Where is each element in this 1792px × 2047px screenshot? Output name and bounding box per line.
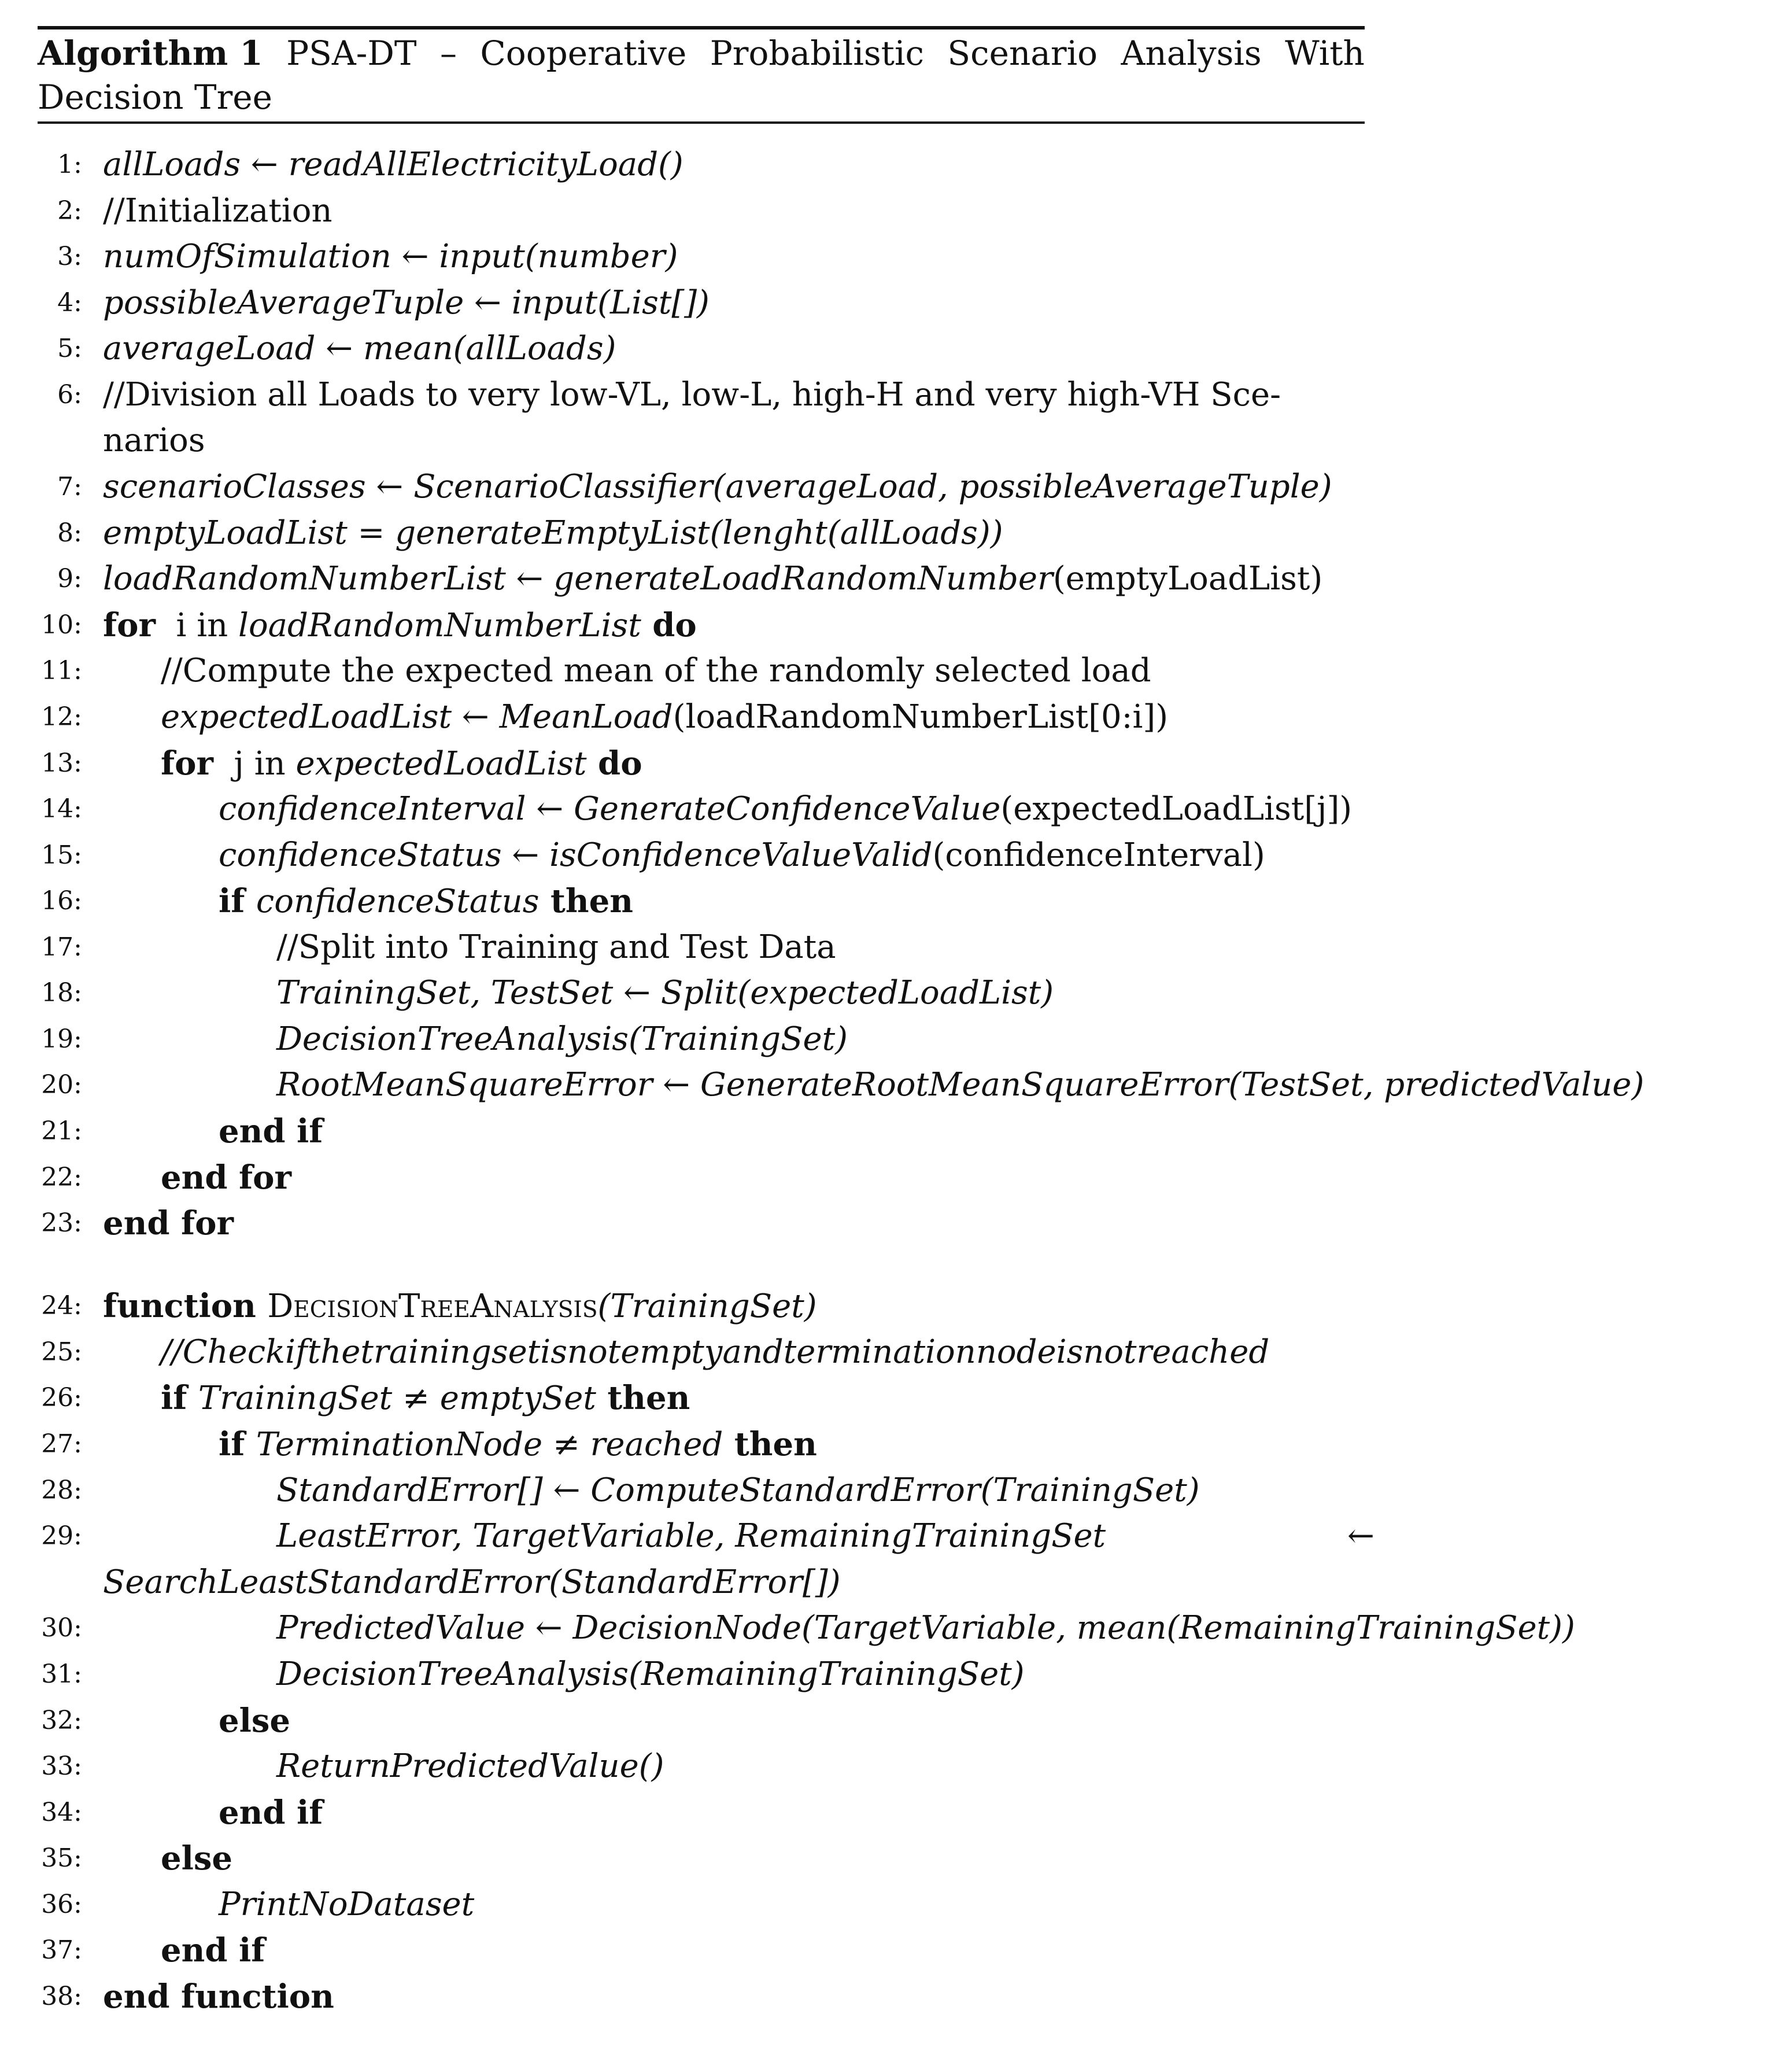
line-code [276,1062,1644,1108]
line-code [103,556,1322,602]
line-number: 1: [57,150,82,179]
keyword: end if [219,1112,323,1150]
code-text: (confidenceInterval) [932,836,1265,874]
line-number: 36: [41,1890,82,1919]
line-code [161,1927,265,1974]
line-code [276,1016,848,1063]
line-code [219,832,1265,879]
math-expression: loadRandomNumberList [238,607,641,644]
line-code [219,878,633,925]
code-line [0,740,1792,787]
code-line [0,510,1792,556]
caption-word: Probabilistic [710,34,924,73]
math-expression: DecisionTreeAnalysis(RemainingTrainingSet) [276,1655,1025,1693]
code-text: i in [155,607,239,644]
line-number: 8: [57,518,82,548]
code-text: //Division all Loads to very low-VL, low-L, high-H and very high-VH Sce- [103,376,1281,414]
line-number: 11: [41,656,82,685]
code-line [0,1283,1792,1329]
caption-word: PSA-DT [286,34,417,73]
line-number: 22: [41,1163,82,1192]
line-code [103,326,616,372]
math-expression: ReturnPredictedValue() [276,1747,664,1785]
caption-word: With [1285,34,1365,73]
code-line [0,280,1792,326]
code-line [0,1200,1792,1246]
function-name: DecisionTreeAnalysis [267,1288,598,1325]
code-text: (loadRandomNumberList[0:i]) [673,698,1169,736]
code-line [0,464,1792,510]
line-number: 29: [41,1521,82,1551]
top-rule [38,26,1365,29]
line-number: 12: [41,702,82,732]
code-line [0,878,1792,924]
code-line [0,1927,1792,1974]
caption-word: – [440,34,457,73]
math-expression: SearchLeastStandardError(StandardError[]) [103,1563,841,1601]
line-code [276,1513,1106,1559]
math-expression: RootMeanSquareError ← GenerateRootMeanSquareError(TestSet, predictedValue) [276,1066,1645,1104]
line-code [161,648,1151,694]
line-code [103,280,710,326]
line-number: 27: [41,1429,82,1459]
line-code [103,1200,234,1247]
caption-word: Cooperative [480,34,687,73]
code-line [0,786,1792,832]
line-code [219,1882,474,1928]
code-line [0,1467,1792,1514]
code-line [0,142,1792,188]
code-line [0,1421,1792,1467]
line-code [103,418,205,464]
algorithm-label: Algorithm 1 [38,34,263,73]
code-line [0,1743,1792,1790]
math-expression: allLoads ← readAllElectricityLoad() [103,146,683,183]
math-expression: LeastError, TargetVariable, RemainingTrainingSet [276,1517,1106,1555]
keyword: end if [161,1931,265,1969]
line-number: 34: [41,1798,82,1827]
caption-word: Scenario [947,34,1098,73]
line-code [103,372,1281,418]
math-expression: averageLoad ← mean(allLoads) [103,330,616,367]
line-number: 33: [41,1751,82,1781]
code-text: //Split into Training and Test Data [276,928,836,966]
line-code [219,1108,323,1155]
line-number: 15: [41,840,82,870]
line-number: 25: [41,1337,82,1367]
code-text: //Compute the expected mean of the randomly selected load [161,652,1151,689]
code-line [0,188,1792,234]
code-text: //Initialization [103,192,332,230]
code-line [0,1559,1792,1606]
line-number: 20: [41,1070,82,1100]
line-number: 7: [57,472,82,501]
line-code [103,1559,841,1606]
line-number: 6: [57,380,82,410]
line-code [276,924,836,971]
keyword: do [641,606,697,644]
line-number: 28: [41,1476,82,1505]
code-line [0,234,1792,280]
code-line [0,1605,1792,1651]
line-code [161,740,642,787]
line-code [103,602,697,649]
line-number: 9: [57,564,82,593]
code-line [0,1329,1792,1375]
line-code [103,1283,817,1330]
code-line [0,1974,1792,2020]
line-number: 35: [41,1843,82,1873]
math-expression: scenarioClasses ← ScenarioClassifier(averageLoad, possibleAverageTuple) [103,468,1332,506]
code-line [0,602,1792,648]
math-expression: PrintNoDataset [219,1886,475,1923]
line-code [103,234,678,280]
keyword: function [103,1287,268,1325]
code-line [0,1698,1792,1744]
math-expression: emptyLoadList = generateEmptyList(lenght(allLoads)) [103,514,1003,552]
code-line [0,970,1792,1016]
line-code [276,1651,1025,1698]
math-expression: (TrainingSet) [597,1288,817,1325]
line-number: 10: [41,610,82,640]
keyword: end for [103,1204,234,1242]
keyword: do [586,744,642,783]
caption-word: Analysis [1121,34,1262,73]
line-code [161,1835,232,1882]
line-number: 4: [57,288,82,318]
code-line [0,832,1792,879]
math-expression: TrainingSet, TestSet ← Split(expectedLoadList) [276,974,1054,1012]
line-number: 14: [41,794,82,824]
code-line [0,418,1792,464]
line-code [219,1421,817,1468]
keyword: if [219,882,256,920]
line-number: 16: [41,886,82,916]
line-number: 21: [41,1116,82,1146]
line-number: 31: [41,1659,82,1689]
line-code [161,1375,690,1422]
code-line [0,1835,1792,1882]
math-expression: TrainingSet ≠ emptySet [198,1380,596,1417]
line-code [161,694,1168,740]
math-expression: TerminationNode ≠ reached [256,1426,723,1463]
keyword: for [161,744,213,783]
line-number: 18: [41,978,82,1008]
code-line [0,924,1792,971]
line-code [276,1467,1200,1514]
algorithm-caption-line2: Decision Tree [38,78,272,117]
line-code [219,1698,290,1744]
keyword: then [596,1379,690,1417]
math-expression: DecisionTreeAnalysis(TrainingSet) [276,1020,848,1058]
code-line [0,1882,1792,1928]
line-number: 2: [57,196,82,226]
keyword: else [219,1702,291,1740]
line-number: 19: [41,1024,82,1054]
code-line [0,694,1792,740]
line-code [103,188,332,234]
keyword: then [723,1425,817,1463]
math-expression: expectedLoadList ← MeanLoad [161,698,673,736]
code-text: (emptyLoadList) [1052,560,1323,597]
code-line [0,1155,1792,1201]
code-text: narios [103,422,205,459]
line-number: 32: [41,1706,82,1735]
line-code [103,1974,334,2020]
line-code [276,970,1054,1016]
keyword: if [219,1425,256,1463]
code-line [0,1062,1792,1108]
math-expression: possibleAverageTuple ← input(List[]) [103,284,710,322]
algorithm-caption [38,31,1365,75]
code-line [0,372,1792,418]
keyword: end function [103,1978,334,2016]
math-expression: PredictedValue ← DecisionNode(TargetVariable, mean(RemainingTrainingSet)) [276,1609,1575,1647]
code-line [0,648,1792,694]
keyword: end for [161,1159,291,1197]
code-line [0,1016,1792,1063]
line-number: 3: [57,242,82,271]
line-code [276,1743,664,1790]
math-expression: expectedLoadList [295,745,587,783]
line-number: 37: [41,1935,82,1965]
line-number: 24: [41,1291,82,1321]
line-number: 13: [41,748,82,778]
line-number: 5: [57,334,82,363]
code-line [0,556,1792,602]
math-expression: numOfSimulation ← input(number) [103,238,678,275]
code-line [0,1375,1792,1421]
line-number: 17: [41,932,82,962]
keyword: end if [219,1794,323,1832]
keyword: then [539,882,633,920]
keyword: if [161,1379,198,1417]
keyword: for [103,606,156,644]
line-code [219,786,1352,832]
math-expression: confidenceInterval ← GenerateConfidenceValue [219,790,1001,828]
math-expression: confidenceStatus [256,883,540,920]
line-code [103,510,1003,556]
line-code [103,464,1332,510]
line-code [103,142,683,188]
code-line [0,1513,1792,1559]
line-code [276,1605,1575,1651]
caption-rule [38,121,1365,124]
code-line [0,1790,1792,1836]
math-expression: StandardError[] ← ComputeStandardError(TrainingSet) [276,1471,1200,1509]
line-code [219,1790,323,1836]
code-text: (expectedLoadList[j]) [1000,790,1353,828]
line-number: 23: [41,1208,82,1238]
line-code [161,1329,1269,1375]
code-line [0,326,1792,372]
line-number: 26: [41,1383,82,1412]
math-expression: loadRandomNumberList ← generateLoadRandomNumber [103,560,1053,597]
line-number: 38: [41,1982,82,2011]
assign-arrow: ← [1347,1517,1375,1555]
math-expression: //Checkifthetrainingsetisnotemptyandterminationnodeisnotreached [161,1333,1270,1371]
code-line [0,1651,1792,1698]
keyword: else [161,1839,233,1878]
line-number: 30: [41,1613,82,1643]
math-expression: confidenceStatus ← isConfidenceValueValid [219,836,933,874]
code-text: j in [213,745,296,783]
code-line [0,1108,1792,1155]
line-code [161,1155,291,1201]
